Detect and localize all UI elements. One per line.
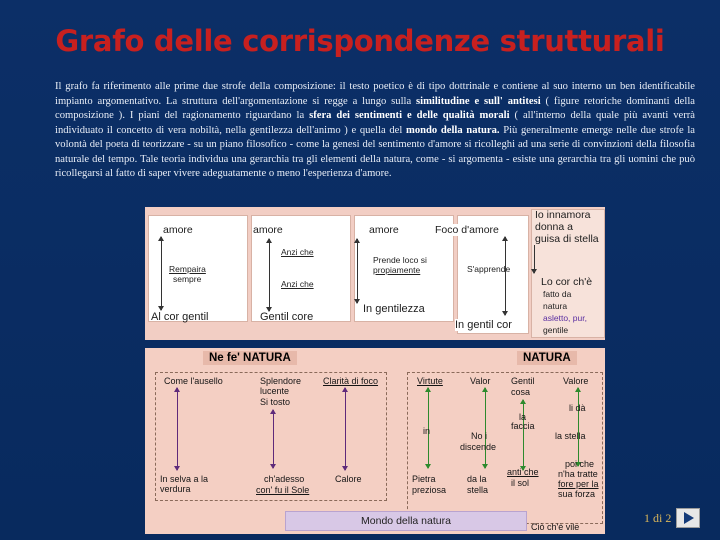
c7-bottom1: poi che	[565, 459, 595, 469]
intro-text-2: ( figure retoriche dominanti della composizione ). I piani del ragionamento riguardano la	[55, 95, 695, 121]
c3-top: Clarità di foco	[323, 376, 379, 386]
c7-arrow	[578, 388, 579, 466]
col3-side2: propiamente	[373, 265, 421, 275]
col5-line6: natura	[543, 301, 568, 311]
c7-bottom3: fore per la	[558, 479, 599, 489]
c5-bottom1: da la	[467, 474, 487, 484]
c7-mid2: la stella	[555, 431, 586, 441]
c2-top3: Si tosto	[260, 397, 291, 407]
c6-top1: Gentil	[511, 376, 535, 386]
c4-bottom1: Pietra	[412, 474, 436, 484]
col4-foot: In gentil cor	[455, 319, 512, 331]
c1-top: Come l'ausello	[164, 376, 223, 386]
col5-line4: Lo cor ch'è	[541, 276, 593, 288]
left-header: Ne fe' NATURA	[203, 351, 297, 365]
c7-bottom4: sua forza	[558, 489, 596, 499]
c6-top2: cosa	[511, 387, 531, 397]
intro-bold-1: similitudine e sull' antitesi	[416, 95, 541, 107]
c6-arrow	[523, 400, 524, 470]
c5-bottom2: stella	[467, 485, 489, 495]
c2-top2: lucente	[260, 386, 290, 396]
c7-bottom2: n'ha tratte	[558, 469, 598, 479]
slide-title: Grafo delle corrispondenze strutturali	[55, 24, 665, 58]
c2-bottom2: con' fu il Sole	[256, 485, 310, 495]
col5-line5: fatto da	[543, 289, 572, 299]
c5-mid1: No i	[471, 431, 488, 441]
col4-side: S'apprende	[467, 264, 511, 274]
c1-bottom2: verdura	[160, 484, 191, 494]
col2-arrow	[269, 239, 270, 311]
col5-line1: Io innamora	[535, 209, 591, 221]
intro-bold-2: sfera dei sentimenti e delle qualità morali	[309, 110, 510, 121]
intro-bold-3: mondo della natura.	[406, 124, 500, 136]
col1-mid: Rempaira	[169, 264, 206, 274]
right-group-box	[407, 372, 603, 524]
col5-arrow	[534, 245, 535, 273]
col1-mid2: sempre	[173, 274, 202, 284]
c7-mid1: li dà	[569, 403, 586, 413]
col5-line8: gentile	[543, 325, 569, 335]
c7-foot: Ciò ch'è vile	[531, 522, 580, 532]
intro-paragraph	[55, 80, 695, 182]
c4-bottom2: preziosa	[412, 485, 447, 495]
col2-head: amore	[253, 224, 283, 236]
col3-side1: Prende loco si	[373, 255, 427, 265]
col3-arrow	[357, 239, 358, 303]
right-header: NATURA	[517, 351, 577, 365]
col1-foot: Al cor gentil	[151, 311, 209, 323]
next-slide-button[interactable]	[676, 508, 700, 528]
col5-line3: guisa di stella	[535, 233, 599, 245]
c1-bottom1: In selva a la	[160, 474, 209, 484]
intro-text-3: ( all'interno della quale più avanti verrà individuato il concetto di vera nobiltà, nella gentilezza dell'animo ) e quella del	[55, 110, 695, 136]
c5-arrow	[485, 388, 486, 468]
c6-bottom1: anti che	[507, 467, 539, 477]
c2-arrow	[273, 410, 274, 468]
c4-top: Virtute	[417, 376, 443, 386]
feelings-diagram	[145, 207, 605, 340]
col5-line7: asletto, pur,	[543, 313, 587, 323]
col4-arrow	[505, 237, 506, 315]
c4-mid: in	[423, 426, 431, 436]
intro-text-1: Il grafo fa riferimento alle prime due strofe della composizione: il testo poetico è di tipo dottrinale e contiene al suo interno un ben identificabile impianto argomentativo. La struttura dell'argomentazione si regge a lungo sulla	[55, 81, 695, 107]
col2-mid2: Anzi che	[281, 279, 314, 289]
c3-bottom: Calore	[335, 474, 362, 484]
col2-mid1: Anzi che	[281, 247, 314, 257]
c6-bottom2: il sol	[511, 478, 530, 488]
col4-head: Foco d'amore	[435, 224, 499, 236]
col2-foot: Gentil core	[260, 311, 314, 323]
c3-arrow	[345, 388, 346, 470]
col5-line2: donna a	[535, 221, 573, 233]
c5-mid2: discende	[460, 442, 497, 452]
c6-mid1: la	[519, 412, 527, 422]
c5-top: Valor	[470, 376, 491, 386]
c2-top1: Splendore	[260, 376, 302, 386]
c7-top: Valore	[563, 376, 589, 386]
page-indicator: 1 di 2	[644, 511, 672, 525]
nature-diagram	[145, 348, 605, 534]
col3-foot: In gentilezza	[363, 303, 425, 315]
col3-head: amore	[369, 224, 399, 236]
col1-arrow	[161, 237, 162, 310]
col1-head: amore	[163, 224, 193, 236]
c1-arrow	[177, 388, 178, 470]
nature-world-band: Mondo della natura	[285, 511, 527, 531]
c2-bottom1: ch'adesso	[264, 474, 305, 484]
c6-mid2: faccia	[511, 421, 535, 431]
intro-text-4: Più generalmente emerge nelle due strofe la volontà del poeta di teorizzare - su un piano filosofico - come la genesi del sentimento d'amore si ricolleghi ad una serie di convinzioni della filosofia naturale del tempo. Tale teoria individua una gerarchia tra gli elementi della natura, come - si argomenta - esiste una gerarchia tra gli uomini che può ricollegarsi al fatto di saper vivere adeguatamente o meno l'esperienza d'amore.	[55, 124, 695, 179]
